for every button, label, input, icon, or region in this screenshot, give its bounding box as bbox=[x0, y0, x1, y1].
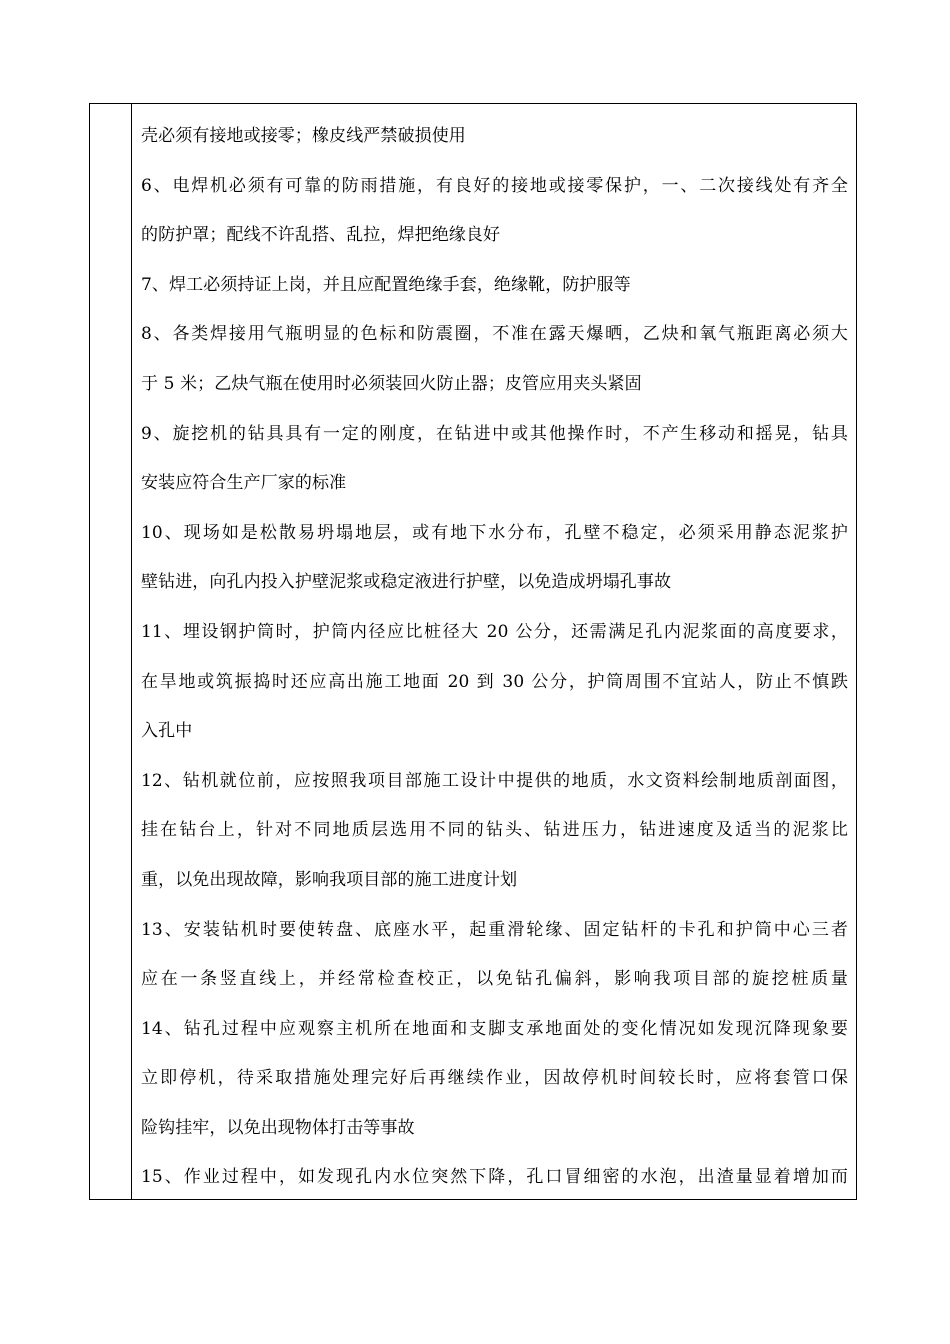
text-line: 15、作业过程中，如发现孔内水位突然下降，孔口冒细密的水泡，出渣量显着增加而 bbox=[141, 1167, 848, 1188]
text-line: 入孔中 bbox=[141, 721, 193, 742]
text-line: 险钩挂牢，以免出现物体打击等事故 bbox=[141, 1117, 415, 1138]
text-line: 14、钻孔过程中应观察主机所在地面和支脚支承地面处的变化情况如发现沉降现象要 bbox=[141, 1018, 848, 1039]
text-line: 9、旋挖机的钻具具有一定的刚度，在钻进中或其他操作时，不产生移动和摇晃，钻具 bbox=[141, 423, 848, 444]
text-line: 于 5 米；乙炔气瓶在使用时必须装回火防止器；皮管应用夹头紧固 bbox=[141, 373, 642, 394]
text-line: 挂在钻台上，针对不同地质层选用不同的钻头、钻进压力，钻进速度及适当的泥浆比 bbox=[141, 820, 848, 841]
text-line: 12、钻机就位前，应按照我项目部施工设计中提供的地质，水文资料绘制地质剖面图， bbox=[141, 770, 848, 791]
text-line: 在旱地或筑振捣时还应高出施工地面 20 到 30 公分，护筒周围不宜站人，防止不慎跌 bbox=[141, 671, 848, 692]
text-line: 立即停机，待采取措施处理完好后再继续作业，因故停机时间较长时，应将套管口保 bbox=[141, 1068, 848, 1089]
text-line: 安装应符合生产厂家的标准 bbox=[141, 473, 347, 494]
text-line: 壳必须有接地或接零；橡皮线严禁破损使用 bbox=[141, 126, 466, 146]
text-line: 8、各类焊接用气瓶明显的色标和防震圈，不准在露天爆晒，乙炔和氧气瓶距离必须大 bbox=[141, 324, 848, 345]
text-line: 的防护罩；配线不许乱搭、乱拉，焊把绝缘良好 bbox=[141, 225, 501, 246]
text-line: 10、现场如是松散易坍塌地层，或有地下水分布，孔壁不稳定，必须采用静态泥浆护 bbox=[141, 522, 848, 543]
text-line: 11、埋设钢护筒时，护筒内径应比桩径大 20 公分，还需满足孔内泥浆面的高度要求， bbox=[141, 621, 848, 642]
text-line: 重，以免出现故障，影响我项目部的施工进度计划 bbox=[141, 869, 518, 890]
document-table bbox=[89, 103, 857, 1200]
text-line: 壁钻进，向孔内投入护壁泥浆或稳定液进行护壁，以免造成坍塌孔事故 bbox=[141, 572, 672, 593]
text-line: 7、焊工必须持证上岗，并且应配置绝缘手套，绝缘靴，防护服等 bbox=[141, 274, 631, 295]
text-line: 13、安装钻机时要使转盘、底座水平，起重滑轮缘、固定钻杆的卡孔和护筒中心三者 bbox=[141, 919, 848, 940]
table-left-column bbox=[90, 104, 132, 1199]
table-content-cell bbox=[132, 104, 856, 1199]
text-line: 6、电焊机必须有可靠的防雨措施，有良好的接地或接零保护，一、二次接线处有齐全 bbox=[141, 175, 848, 196]
text-line: 应在一条竖直线上，并经常检查校正，以免钻孔偏斜，影响我项目部的旋挖桩质量 bbox=[141, 969, 848, 990]
